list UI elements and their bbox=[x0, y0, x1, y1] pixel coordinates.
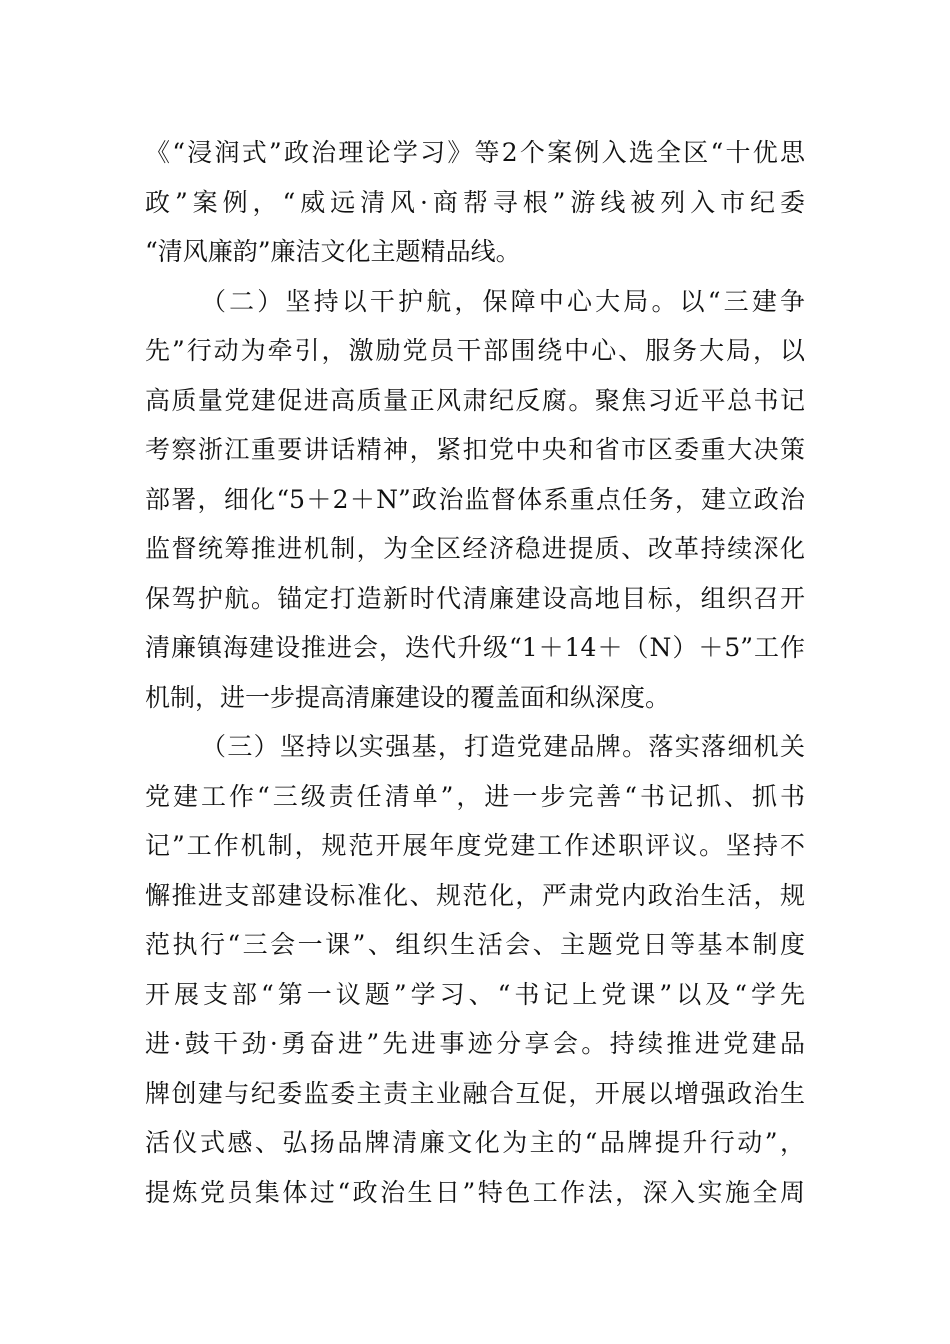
text-line: 开展支部“第一议题”学习、“书记上党课”以及“学先 bbox=[145, 979, 805, 1009]
document-body bbox=[145, 128, 805, 1217]
text-line: 先”行动为牵引，激励党员干部围绕中心、服务大局，以 bbox=[145, 336, 805, 365]
text-line: 监督统筹推进机制，为全区经济稳进提质、改革持续深化 bbox=[145, 534, 805, 563]
text-line: 保驾护航。锚定打造新时代清廉建设高地目标，组织召开 bbox=[145, 583, 805, 613]
text-line: 高质量党建促进高质量正风肃纪反腐。聚焦习近平总书记 bbox=[145, 385, 805, 415]
text-line: “清风廉韵”廉洁文化主题精品线。 bbox=[145, 237, 521, 266]
text-line: 部署，细化“5＋2＋N”政治监督体系重点任务，建立政治 bbox=[145, 484, 805, 514]
text-line: 进·鼓干劲·勇奋进”先进事迹分享会。持续推进党建品 bbox=[145, 1029, 805, 1058]
text-line: 清廉镇海建设推进会，迭代升级“1＋14＋（N）＋5”工作 bbox=[145, 633, 805, 662]
text-line: 党建工作“三级责任清单”，进一步完善“书记抓、抓书 bbox=[145, 781, 805, 811]
text-line: 政”案例，“威远清风·商帮寻根”游线被列入市纪委 bbox=[145, 187, 805, 217]
text-line: 范执行“三会一课”、组织生活会、主题党日等基本制度 bbox=[145, 930, 805, 959]
text-line: 机制，进一步提高清廉建设的覆盖面和纵深度。 bbox=[145, 682, 671, 712]
text-line: 提炼党员集体过“政治生日”特色工作法，深入实施全周 bbox=[145, 1177, 805, 1207]
text-line: 记”工作机制，规范开展年度党建工作述职评议。坚持不 bbox=[145, 831, 805, 860]
text-line: （二）坚持以干护航，保障中心大局。以“三建争 bbox=[201, 286, 805, 316]
text-line: 牌创建与纪委监委主责主业融合互促，开展以增强政治生 bbox=[145, 1078, 805, 1108]
text-line: 《“浸润式”政治理论学习》等2个案例入选全区“十优思 bbox=[145, 138, 806, 167]
text-line: 活仪式感、弘扬品牌清廉文化为主的“品牌提升行动”， bbox=[145, 1128, 805, 1157]
text-line: 考察浙江重要讲话精神，紧扣党中央和省市区委重大决策 bbox=[145, 435, 805, 464]
text-line: （三）坚持以实强基，打造党建品牌。落实落细机关 bbox=[201, 732, 805, 761]
text-line: 懈推进支部建设标准化、规范化，严肃党内政治生活，规 bbox=[145, 880, 805, 910]
